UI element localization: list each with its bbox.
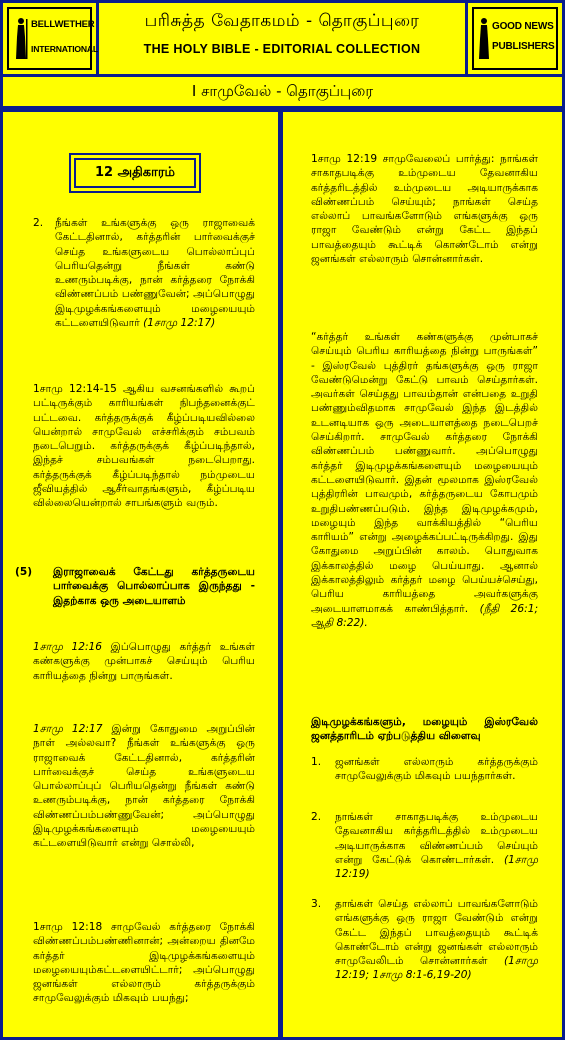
item-reference: (1சாமு 12:19) — [335, 853, 538, 881]
shepherd-figure-icon — [14, 17, 28, 61]
effect-heading: இடிமுழக்கங்களும், மழையும் இஸ்ரவேல் ஜனத்தாரிடம் ஏற்படுத்திய விளைவு — [311, 716, 538, 743]
verse-12-16 — [33, 640, 255, 683]
verse-12-19: 1சாமு 12:19 சாமுவேலைப் பார்த்து: நாங்கள் சாகாதபடிக்கு உம்முடைய தேவனாகிய கர்த்தரிடத்தில் உம்முடைய அடியாருக்காக விண்ணப்பம் செய்யும்; நாங்கள் செய்த எல்லாப் பாவங்களோடும் எங்களுக்கு ஒரு ராஜா வேண்டும் என்று கேட்ட இந்தப் பாவத்தையும் கூட்டிக் கொண்டோம் என்று ஜனங்கள் எல்லாரும் சொன்னார்கள். — [311, 153, 538, 266]
book-title-bar — [3, 77, 562, 106]
verse-reference: 1சாமு 12:17 — [33, 723, 103, 735]
commentary-reference: (நீதி 26:1; ஆதி 8:22). — [311, 602, 539, 629]
chapter-box — [69, 153, 201, 193]
item-number: 1. — [311, 756, 322, 768]
point-2-body: நீங்கள் உங்களுக்கு ஒரு ராஜாவைக் கேட்டதினால், கர்த்தரின் பார்வைக்குச் செய்த உங்களுடைய பொல்லாப்புப் பெரியதென்று நீங்கள் கண்டு உணரும்படிக்கு, நான் கர்த்தரை நோக்கி விண்ணப்பம் பண்ணுவேன்; அப்பொழுது இடிமுழக்கங்களையும் மழையையும் கட்டளையிடுவார் — [55, 217, 255, 330]
verse-12-18: 1சாமு 12:18 சாமுவேல் கர்த்தரை நோக்கி விண்ணப்பம்பண்ணினான்; அன்றைய தினமே கர்த்தர் இடிமுழக்கங்களையும் மழையையும்கட்டளையிட்டார்; அப்பொழுது ஜனங்கள் எல்லாரும் கர்த்தருக்கும் சாமுவேலுக்கும் மிகவும் பயந்து; — [33, 921, 255, 1005]
item-number: 3. — [311, 898, 322, 910]
chapter-title: 12 அதிகாரம் — [74, 158, 196, 188]
logo-text-line2: PUBLISHERS — [492, 41, 555, 52]
logo-text-line1: BELLWETHER — [31, 19, 95, 30]
good-news-logo — [468, 3, 562, 74]
left-column — [3, 112, 278, 1037]
verse-text: இன்று கோதுமை அறுப்பின் நாள் அல்லவா? நீங்கள் உங்களுக்கு ஒரு ராஜாவைக் கேட்டதினால், கர்த்தரின் பார்வைக்குச் செய்த உங்களுடைய பொல்லாப்புப் பெரியதென்று நீங்கள் கண்டு உணரும்படிக்கு, நான் கர்த்தரை நோக்கி விண்ணப்பம்பண்ணுவேன்; அப்பொழுது இடிமுழக்கங்களையும் மழையையும் கட்டளையிடுவார் என்று சொல்லி, — [33, 723, 255, 850]
header-title-tamil: பரிசுத்த வேதாகமம் - தொகுப்புரை — [144, 11, 420, 31]
effect-item-2 — [335, 810, 538, 881]
bellwether-logo — [3, 3, 96, 74]
commentary-text: “கர்த்தர் உங்கள் கண்களுக்கு முன்பாகச் செய்யும் பெரிய காரியத்தை நின்று பாருங்கள்” - இஸ்ரவேல் புத்திரர் தங்களுக்கு ஒரு ராஜா வேண்டுமென்று கேட்டு பாவம் செய்தார்கள். அவர்கள் செய்தது பாவம்தான் என்பதை உறுதி பண்ணும்விதமாக சாமுவேல் இந்த இடத்தில் உடனடியாக ஒரு அடையாளத்தை நடைபெறச் செய்கிறார். சாமுவேல் கர்த்தரை நோக்கி விண்ணப்பம் பண்ணுவார். அப்பொழுது கர்த்தர் இடிமுழக்கங்களையும் மழையையும் கட்டளையிடுவார். இதன் மூலமாக இஸ்ரவேல் புத்திரரின் பாவமும், கர்த்தருடைய கோபமும் உறுதிபண்ணப்படும். இந்த இடிமுழக்கமும், மழையும் இந்த வாக்கியத்தில் “பெரிய காரியம்” என்று அழைக்கப்பட்டிருக்கிறது. இது கோதுமை அறுப்பின் காலம். பொதுவாக இக்காலத்தில் மழை பெய்யாது. ஆனால் இக்காலத்திலும் கர்த்தர் மழை பெய்யச்செய்து, பெரிய காரியத்தை அவர்களுக்கு அடையாளமாகக் காண்பித்தார். — [311, 331, 538, 615]
item-reference: (1சாமு 12:19; 1சாமு 8:1-6,19-20) — [335, 955, 538, 982]
point-2-text — [55, 216, 255, 330]
section-number: (5) — [15, 566, 33, 578]
verse-text: இப்பொழுது கர்த்தர் உங்கள் கண்களுக்கு முன்பாகச் செய்யும் பெரிய காரியத்தை நின்று பாருங்கள். — [33, 641, 255, 682]
right-column — [283, 112, 562, 1037]
figure-icon — [478, 17, 490, 61]
book-title: I சாமுவேல் - தொகுப்புரை — [191, 82, 374, 100]
header-title-english: THE HOLY BIBLE - EDITORIAL COLLECTION — [143, 42, 421, 56]
logo-text-line2: INTERNATIONAL — [31, 44, 98, 54]
commentary-paragraph — [311, 330, 538, 630]
item-number: 2. — [311, 811, 322, 823]
section-5-heading: இராஜாவைக் கேட்டது கர்த்தருடைய பார்வைக்கு பொல்லாப்பாக இருந்தது - இதற்காக ஒரு அடையாளம் — [53, 566, 255, 607]
header-title-panel — [99, 3, 465, 74]
point-2-reference: (1சாமு 12:17) — [143, 317, 216, 330]
effect-item-3 — [335, 897, 538, 983]
point-number: 2. — [33, 217, 44, 229]
effect-item-1: ஜனங்கள் எல்லாரும் கர்த்தருக்கும் சாமுவேலுக்கும் மிகவும் பயந்தார்கள். — [335, 756, 538, 783]
item-text: தாங்கள் செய்த எல்லாப் பாவங்களோடும் எங்களுக்கு ஒரு ராஜா வேண்டும் என்று கேட்ட இந்தப் பாவத்தையும் கூட்டிக் கொண்டோம் என்று ஜனங்கள் எல்லாரும் சாமுவேலிடம் சொன்னார்கள் — [335, 898, 538, 968]
verse-reference: 1சாமு 12:16 — [33, 641, 103, 653]
item-text: நாங்கள் சாகாதபடிக்கு உம்முடைய தேவனாகிய கர்த்தரிடத்தில் உம்முடைய அடியாருக்காக விண்ணப்பம் செய்யும் என்று கேட்டுக் கொண்டார்கள். — [335, 811, 538, 866]
logo-text-line1: GOOD NEWS — [492, 21, 554, 32]
verse-12-17 — [33, 722, 255, 851]
paragraph-conditional: 1சாமு 12:14-15 ஆகிய வசனங்களில் கூறப் பட்டிருக்கும் காரியங்கள் நிபந்தனைக்குட் பட்டவை. கர்த்தருக்குக் கீழ்ப்படியவில்லை யென்றால் சாமுவேல் எச்சரிக்கும் சம்பவம் நடைபெறும். கர்த்தருக்குக் கீழ்ப்படிந்தால், இந்தச் சம்பவங்கள் நடைபெறாது. கர்த்தருக்குக் கீழ்ப்படிந்தால் நம்முடைய ஜீவியத்தில் ஆசீர்வாதங்களும், கீழ்ப்படிய வில்லையென்றால் சாபங்களும் வரும். — [33, 383, 255, 510]
